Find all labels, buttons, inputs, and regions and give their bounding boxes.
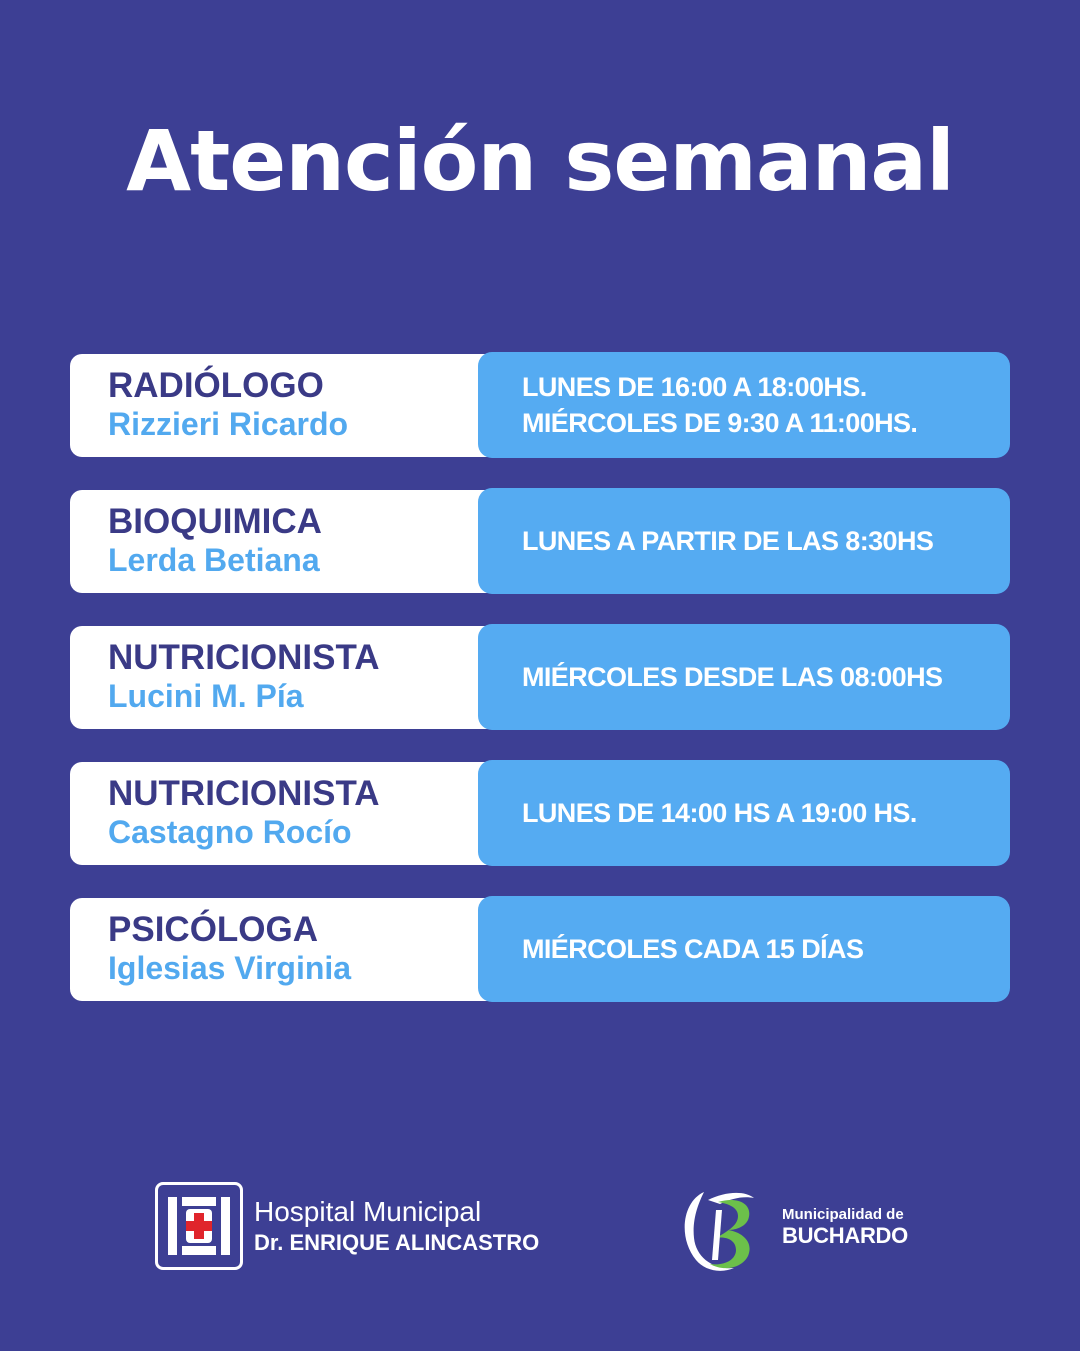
schedule-text: LUNES A PARTIR DE LAS 8:30HS — [522, 526, 934, 556]
schedule-row — [70, 760, 1010, 866]
schedule-row — [70, 896, 1010, 1002]
staff-card — [70, 762, 510, 865]
municipality-label: Municipalidad de — [782, 1206, 904, 1223]
staff-role: NUTRICIONISTA — [108, 774, 380, 813]
schedule-card — [478, 896, 1010, 1002]
schedule-row — [70, 352, 1010, 458]
schedule-text: LUNES DE 16:00 A 18:00HS. — [522, 372, 867, 402]
staff-role: BIOQUIMICA — [108, 502, 322, 541]
staff-card — [70, 898, 510, 1001]
schedule-card — [478, 352, 1010, 458]
staff-name: Castagno Rocío — [108, 814, 352, 850]
schedule-text: MIÉRCOLES CADA 15 DÍAS — [522, 934, 864, 964]
staff-name: Rizzieri Ricardo — [108, 406, 349, 442]
hospital-cross-logo-icon — [155, 1182, 243, 1270]
schedule-text: MIÉRCOLES DE 9:30 A 11:00HS. — [522, 408, 918, 438]
hospital-name: Hospital Municipal — [254, 1196, 482, 1227]
schedule-card — [478, 624, 1010, 730]
staff-name: Lucini M. Pía — [108, 678, 304, 714]
staff-card — [70, 354, 510, 457]
schedule-card — [478, 760, 1010, 866]
schedule-row — [70, 624, 1010, 730]
staff-card — [70, 626, 510, 729]
staff-role: PSICÓLOGA — [108, 910, 319, 949]
staff-role: RADIÓLOGO — [108, 366, 324, 405]
municipality-name-block — [782, 1206, 908, 1249]
staff-role: NUTRICIONISTA — [108, 638, 380, 677]
hospital-subtitle: Dr. ENRIQUE ALINCASTRO — [254, 1230, 540, 1255]
page-title: Atención semanal — [126, 112, 954, 210]
staff-card — [70, 490, 510, 593]
schedule-text: LUNES DE 14:00 HS A 19:00 HS. — [522, 798, 917, 828]
schedule-card — [478, 488, 1010, 594]
staff-name: Iglesias Virginia — [108, 950, 352, 986]
footer-logos — [0, 1180, 1080, 1280]
hospital-name-block — [254, 1196, 539, 1256]
letter-b-swoosh-logo-icon — [674, 1180, 770, 1276]
schedule-text: MIÉRCOLES DESDE LAS 08:00HS — [522, 662, 943, 692]
schedule-list — [70, 352, 1010, 1032]
staff-name: Lerda Betiana — [108, 542, 320, 578]
schedule-row — [70, 488, 1010, 594]
municipality-name: BUCHARDO — [782, 1223, 908, 1248]
